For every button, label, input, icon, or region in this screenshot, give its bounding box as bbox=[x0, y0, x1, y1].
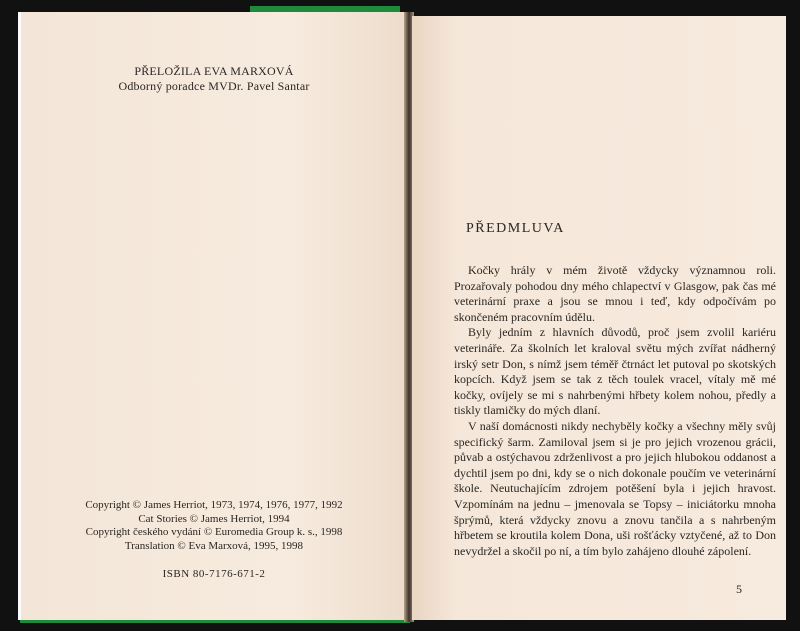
left-page bbox=[18, 12, 407, 620]
body-text bbox=[454, 263, 776, 559]
credits bbox=[21, 64, 407, 94]
translator-credit: PŘELOŽILA EVA MARXOVÁ bbox=[134, 64, 294, 78]
paragraph: Byly jedním z hlavních důvodů, proč jsem zvolil kariéru veterináře. Za školních let kraloval světu mých zvířat nádherný irský setr Don, s nímž jsem téměř čtrnáct let putoval po skotských kopcích. Když jsem se tak z těch toulek vracel, vítaly mě mé kočky, ovíjely se mi s nahrbenými hřbety kolem nohou, předly a tiskly tlamičky do mých dlaní. bbox=[454, 325, 776, 418]
page-number: 5 bbox=[736, 582, 742, 596]
paragraph: V naší domácnosti nikdy nechyběly kočky a všechny měly svůj specifický šarm. Zamiloval jsem si je pro jejich vrozenou grácii, půvab a ostýchavou zdrženlivost a pro jejich hlubokou oddanost a dychtil jsem po dni, kdy se o nich dokonale poučím ve veterinární škole. Neutuchajícím zdrojem potěšení byla i jejich hravost. Vzpomínám na jednu – jmenovala se Topsy – iniciátorku mnoha šprýmů, která vždycky znovu a znovu tančila a s nahrbeným hřbetem se kroutila kolem Dona, uši rošťácky vztyčené, až to Don nevydržel a skočil po ní, a tím bylo zahájeno dlouhé zápolení. bbox=[454, 418, 776, 558]
paragraph: Kočky hrály v mém životě vždycky významnou roli. Prozařovaly pohodou dny mého chlapectví v Glasgow, pak čas mé veterinární praxe a jsou se mnou i teď, kdy odpočívám po skončeném pracovním údělu. bbox=[454, 263, 776, 324]
copyright-line: Cat Stories © James Herriot, 1994 bbox=[138, 512, 290, 525]
isbn: ISBN 80-7176-671-2 bbox=[162, 568, 266, 580]
advisor-credit: Odborný poradce MVDr. Pavel Santar bbox=[118, 79, 310, 93]
copyright-line: Copyright © James Herriot, 1973, 1974, 1976, 1977, 1992 bbox=[85, 499, 343, 511]
chapter-heading: PŘEDMLUVA bbox=[466, 221, 565, 236]
right-page bbox=[412, 16, 786, 620]
copyright-block bbox=[21, 499, 407, 582]
copyright-line: Copyright českého vydání © Euromedia Group k. s., 1998 bbox=[85, 526, 343, 538]
copyright-line: Translation © Eva Marxová, 1995, 1998 bbox=[124, 539, 304, 552]
